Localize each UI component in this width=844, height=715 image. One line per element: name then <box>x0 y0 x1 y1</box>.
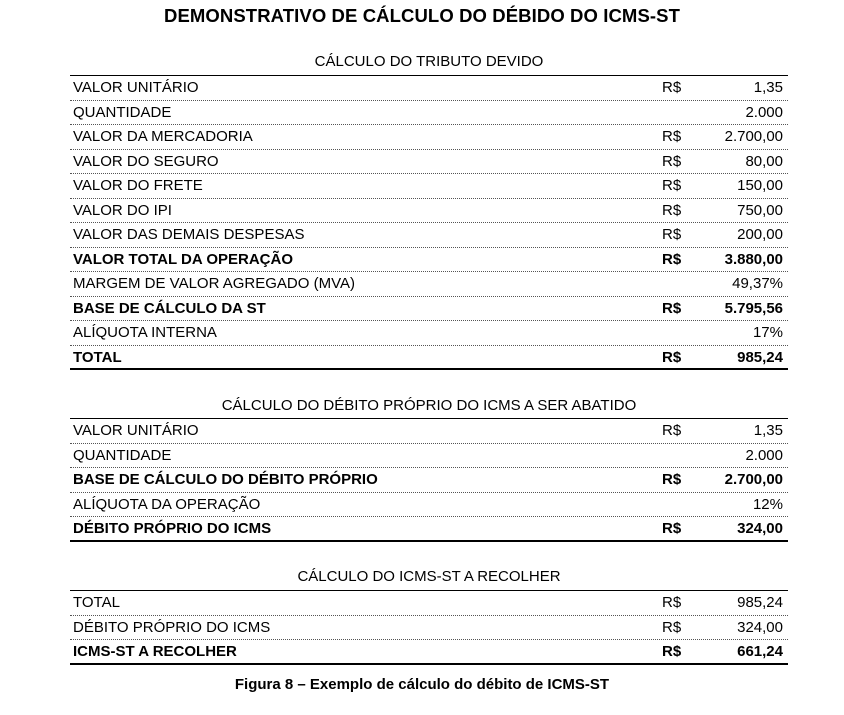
row-value: 750,00 <box>737 201 783 219</box>
figure-caption: Figura 8 – Exemplo de cálculo do débito de ICMS-ST <box>234 676 610 693</box>
row-currency: R$ <box>662 471 682 488</box>
table-row <box>70 321 788 346</box>
row-currency: R$ <box>662 250 682 268</box>
section-heading-debito-proprio: CÁLCULO DO DÉBITO PRÓPRIO DO ICMS A SER ABATIDO <box>221 397 637 414</box>
table-row <box>70 640 788 665</box>
row-currency: R$ <box>662 201 682 219</box>
row-value: 324,00 <box>737 618 783 636</box>
page-title: DEMONSTRATIVO DE CÁLCULO DO DÉBIDO DO ICMS-ST <box>164 5 680 26</box>
row-label: QUANTIDADE <box>73 103 172 121</box>
table-row <box>70 199 788 224</box>
row-label: DÉBITO PRÓPRIO DO ICMS <box>73 618 271 636</box>
row-value: 1,35 <box>753 79 783 96</box>
row-value: 1,35 <box>753 422 783 439</box>
table-debito-proprio <box>70 418 788 542</box>
row-label: VALOR DO IPI <box>73 201 172 219</box>
row-value: 985,24 <box>737 594 783 611</box>
row-label: MARGEM DE VALOR AGREGADO (MVA) <box>73 275 355 292</box>
row-value: 661,24 <box>737 643 783 660</box>
row-label: ALÍQUOTA INTERNA <box>73 324 217 341</box>
row-currency: R$ <box>662 177 682 194</box>
table-icms-st-recolher <box>70 590 788 665</box>
table-row <box>70 346 788 371</box>
row-label: DÉBITO PRÓPRIO DO ICMS <box>73 520 272 537</box>
table-row <box>70 616 788 641</box>
table-row <box>70 272 788 297</box>
row-currency: R$ <box>662 643 682 660</box>
table-row <box>70 248 788 273</box>
row-currency: R$ <box>662 594 682 611</box>
table-tributo-devido <box>70 75 788 370</box>
row-currency: R$ <box>662 152 682 170</box>
row-label: VALOR DA MERCADORIA <box>73 128 253 145</box>
row-label: TOTAL <box>73 348 122 366</box>
row-label: BASE DE CÁLCULO DA ST <box>73 299 266 317</box>
row-value: 17% <box>752 324 783 341</box>
row-value: 5.795,56 <box>724 299 783 317</box>
row-value: 2.700,00 <box>724 471 783 488</box>
row-label: VALOR UNITÁRIO <box>73 422 199 439</box>
table-row <box>70 493 788 518</box>
table-row <box>70 174 788 199</box>
table-row <box>70 591 788 616</box>
row-label: VALOR TOTAL DA OPERAÇÃO <box>73 250 294 268</box>
row-label: VALOR DO FRETE <box>73 177 203 194</box>
row-label: BASE DE CÁLCULO DO DÉBITO PRÓPRIO <box>73 471 378 488</box>
table-row <box>70 517 788 542</box>
table-row <box>70 150 788 175</box>
row-currency: R$ <box>662 299 682 317</box>
table-row <box>70 223 788 248</box>
table-row <box>70 297 788 322</box>
row-value: 985,24 <box>737 348 783 366</box>
table-row <box>70 76 788 101</box>
row-value: 324,00 <box>737 520 783 537</box>
row-value: 80,00 <box>745 152 783 170</box>
row-label: VALOR DAS DEMAIS DESPESAS <box>73 226 305 243</box>
table-row <box>70 125 788 150</box>
table-row <box>70 101 788 126</box>
row-value: 3.880,00 <box>724 250 783 268</box>
row-value: 49,37% <box>732 275 783 292</box>
row-value: 2.700,00 <box>724 128 783 145</box>
row-label: ICMS-ST A RECOLHER <box>73 643 237 660</box>
row-value: 12% <box>752 495 783 513</box>
table-row <box>70 419 788 444</box>
row-value: 150,00 <box>737 177 783 194</box>
table-row <box>70 444 788 469</box>
row-label: VALOR DO SEGURO <box>73 152 219 170</box>
row-currency: R$ <box>662 128 682 145</box>
row-value: 2.000 <box>745 446 783 464</box>
row-currency: R$ <box>662 348 682 366</box>
row-currency: R$ <box>662 422 682 439</box>
row-currency: R$ <box>662 520 682 537</box>
section-heading-tributo-devido: CÁLCULO DO TRIBUTO DEVIDO <box>314 53 544 70</box>
row-value: 200,00 <box>737 226 783 243</box>
table-row <box>70 468 788 493</box>
row-value: 2.000 <box>745 103 783 121</box>
section-heading-icms-st-recolher: CÁLCULO DO ICMS-ST A RECOLHER <box>297 568 561 585</box>
row-currency: R$ <box>662 226 682 243</box>
row-currency: R$ <box>662 618 682 636</box>
row-currency: R$ <box>662 79 682 96</box>
row-label: ALÍQUOTA DA OPERAÇÃO <box>73 495 261 513</box>
row-label: TOTAL <box>73 594 120 611</box>
row-label: VALOR UNITÁRIO <box>73 79 199 96</box>
row-label: QUANTIDADE <box>73 446 172 464</box>
